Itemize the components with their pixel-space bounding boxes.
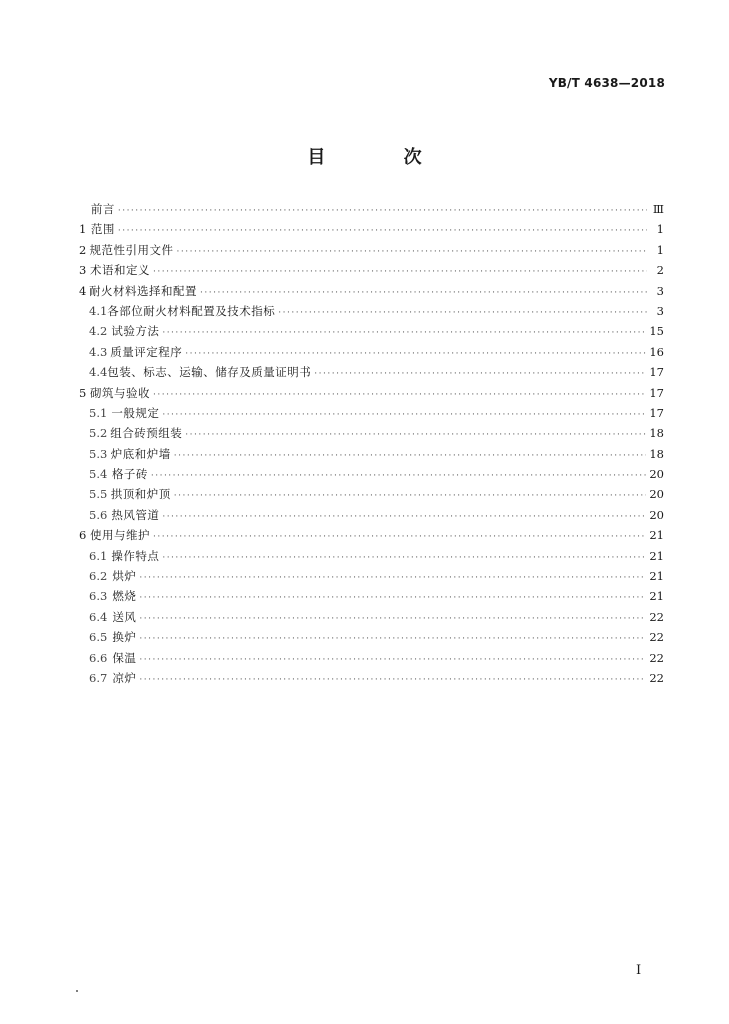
toc-entry[interactable] — [79, 403, 664, 423]
toc-leader-dots — [153, 262, 647, 282]
toc-entry-number: 4.4 — [89, 365, 108, 380]
toc-entry[interactable] — [79, 260, 664, 280]
toc-entry[interactable] — [79, 484, 664, 504]
toc-entry-page: 2 — [656, 263, 664, 278]
toc-entry-label: 送风 — [112, 609, 137, 624]
toc-entry[interactable] — [79, 607, 664, 627]
toc-entry-label: 砌筑与验收 — [90, 385, 151, 400]
toc-entry-number: 2 — [79, 242, 87, 257]
toc-entry-number: 6 — [79, 528, 87, 543]
toc-leader-dots — [151, 466, 647, 486]
toc-entry-page: 17 — [649, 365, 664, 380]
toc-entry-label: 使用与维护 — [90, 528, 151, 543]
toc-entry-label: 组合砖预组装 — [110, 426, 183, 441]
toc-leader-dots — [162, 507, 646, 527]
toc-leader-dots — [153, 527, 646, 547]
toc-entry-label: 耐火材料选择和配置 — [89, 283, 197, 298]
toc-leader-dots — [174, 486, 647, 506]
toc-entry-number: 4.3 — [89, 344, 108, 359]
toc-leader-dots — [177, 242, 647, 262]
toc-entry-label: 燃烧 — [112, 589, 137, 604]
toc-entry-page: 3 — [656, 303, 664, 318]
toc-entry-number: 5 — [79, 385, 87, 400]
toc-entry-page: 21 — [649, 589, 664, 604]
toc-leader-dots — [174, 446, 647, 466]
toc-entry-number: 5.5 — [89, 487, 108, 502]
toc-entry-number: 5.6 — [89, 507, 108, 522]
toc-entry[interactable] — [79, 505, 664, 525]
toc-entry[interactable] — [79, 423, 664, 443]
toc-entry-page: 18 — [649, 426, 664, 441]
table-of-contents — [79, 199, 664, 688]
toc-entry[interactable] — [79, 240, 664, 260]
toc-entry-page: 21 — [649, 528, 664, 543]
toc-leader-dots — [200, 283, 647, 303]
toc-entry-label: 术语和定义 — [90, 263, 151, 278]
toc-entry-label: 格子砖 — [111, 467, 148, 482]
toc-entry-number: 6.6 — [89, 650, 108, 665]
toc-entry[interactable] — [79, 199, 664, 219]
toc-entry-label: 凉炉 — [112, 670, 137, 685]
toc-entry-label: 范围 — [90, 222, 115, 237]
toc-leader-dots — [118, 221, 647, 241]
toc-entry-number: 4 — [79, 283, 87, 298]
toc-leader-dots — [162, 405, 646, 425]
toc-leader-dots — [278, 303, 647, 323]
toc-leader-dots — [185, 344, 646, 364]
toc-entry-page: 22 — [649, 670, 664, 685]
toc-entry-page: 1 — [656, 222, 664, 237]
toc-entry-page: 22 — [649, 650, 664, 665]
toc-leader-dots — [118, 201, 647, 221]
standard-code: YB/T 4638—2018 — [548, 76, 665, 90]
toc-entry[interactable] — [79, 383, 664, 403]
toc-leader-dots — [162, 548, 646, 568]
toc-entry[interactable] — [79, 281, 664, 301]
toc-entry-label: 各部位耐火材料配置及技术指标 — [107, 303, 276, 318]
toc-entry-page: 1 — [656, 242, 664, 257]
toc-entry-label: 保温 — [112, 650, 137, 665]
toc-entry-page: 20 — [649, 487, 664, 502]
toc-entry-label: 炉底和炉墙 — [110, 446, 171, 461]
toc-leader-dots — [139, 568, 646, 588]
toc-entry[interactable] — [79, 668, 664, 688]
toc-entry-number: 6.7 — [89, 670, 108, 685]
toc-entry-label: 质量评定程序 — [110, 344, 183, 359]
toc-leader-dots — [162, 323, 646, 343]
toc-entry-label: 一般规定 — [111, 405, 160, 420]
toc-entry-label: 试验方法 — [111, 324, 160, 339]
toc-leader-dots — [139, 609, 646, 629]
toc-entry-number: 4.2 — [89, 324, 108, 339]
toc-entry-number: 1 — [79, 222, 87, 237]
toc-entry[interactable] — [79, 627, 664, 647]
toc-entry-number: 6.1 — [89, 548, 108, 563]
toc-entry-number: 4.1 — [89, 303, 108, 318]
toc-entry-page: 21 — [649, 569, 664, 584]
toc-entry-number: 5.4 — [89, 467, 108, 482]
toc-entry-number: 6.3 — [89, 589, 108, 604]
toc-entry-number: 5.1 — [89, 405, 108, 420]
toc-entry[interactable] — [79, 566, 664, 586]
toc-entry-label: 换炉 — [112, 630, 137, 645]
toc-entry-label: 拱顶和炉顶 — [110, 487, 171, 502]
toc-entry-number: 6.2 — [89, 569, 108, 584]
toc-entry-page: Ⅲ — [652, 202, 664, 216]
page-title: 目 次 — [307, 147, 458, 168]
toc-entry-label: 烘炉 — [112, 569, 137, 584]
toc-entry[interactable] — [79, 444, 664, 464]
toc-entry-page: 20 — [649, 507, 664, 522]
toc-entry-number: 5.3 — [89, 446, 108, 461]
toc-leader-dots — [139, 629, 646, 649]
toc-entry[interactable] — [79, 342, 664, 362]
toc-entry-number: 5.2 — [89, 426, 108, 441]
toc-entry[interactable] — [79, 525, 664, 545]
toc-leader-dots — [314, 364, 646, 384]
toc-entry[interactable] — [79, 648, 664, 668]
toc-leader-dots — [185, 425, 646, 445]
toc-entry[interactable] — [79, 546, 664, 566]
toc-entry[interactable] — [79, 301, 664, 321]
toc-entry-label: 前言 — [90, 202, 115, 216]
toc-leader-dots — [139, 588, 646, 608]
toc-entry-page: 18 — [649, 446, 664, 461]
toc-entry-label: 包装、标志、运输、储存及质量证明书 — [107, 365, 312, 380]
toc-entry-page: 16 — [649, 344, 664, 359]
toc-entry-page: 17 — [649, 385, 664, 400]
toc-entry[interactable] — [79, 219, 664, 239]
toc-entry[interactable] — [79, 362, 664, 382]
toc-entry-page: 22 — [649, 630, 664, 645]
toc-entry-number: 6.5 — [89, 630, 108, 645]
toc-entry-number: 3 — [79, 263, 87, 278]
scan-speck — [76, 990, 78, 992]
page-number: I — [636, 963, 642, 978]
toc-entry-page: 17 — [649, 405, 664, 420]
toc-entry-page: 21 — [649, 548, 664, 563]
toc-leader-dots — [139, 670, 646, 690]
toc-entry-label: 操作特点 — [111, 548, 160, 563]
toc-entry-page: 22 — [649, 609, 664, 624]
toc-entry-page: 3 — [656, 283, 664, 298]
toc-entry[interactable] — [79, 464, 664, 484]
toc-entry[interactable] — [79, 321, 664, 341]
toc-entry-label: 规范性引用文件 — [89, 242, 174, 257]
toc-leader-dots — [153, 385, 646, 405]
toc-entry-page: 20 — [649, 467, 664, 482]
toc-entry[interactable] — [79, 586, 664, 606]
toc-leader-dots — [139, 650, 646, 670]
toc-entry-number: 6.4 — [89, 609, 108, 624]
toc-entry-label: 热风管道 — [111, 507, 160, 522]
toc-entry-page: 15 — [649, 324, 664, 339]
